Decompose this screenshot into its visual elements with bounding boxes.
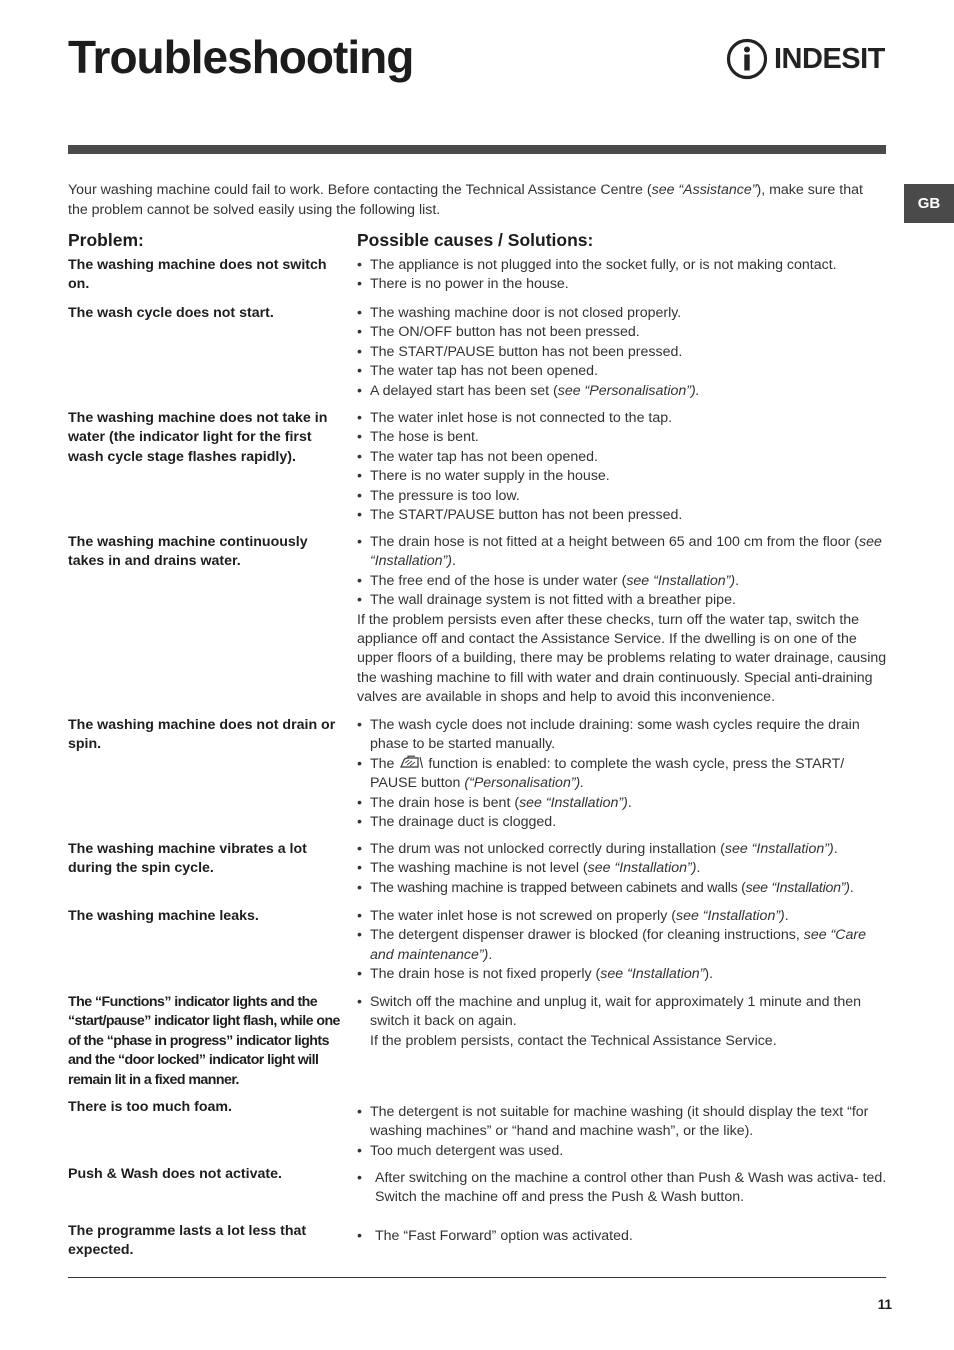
cause-item: • The water inlet hose is not screwed on properly (see “Installation”). [357,907,887,926]
problem-text: The washing machine does not drain or spin. [68,717,336,753]
page-title: Troubleshooting [68,31,414,83]
cause-item: • Switch off the machine and unplug it, wait for approximately 1 minute and then switch it back on again. [357,993,887,1032]
cause-item: • The detergent dispenser drawer is blocked (for cleaning instructions, see “Care and maintenance”). [357,926,887,965]
causes-list [357,907,887,985]
problem-text: The washing machine does not take in water (the indicator light for the first wash cycle stage flashes rapidly). [68,410,328,465]
problem-column-header: Problem: [68,230,144,250]
causes-list [357,1103,887,1161]
problem-text: The wash cycle does not start. [68,305,274,321]
cause-item: • The water tap has not been opened. [357,448,887,467]
cause-item: • The drain hose is bent (see “Installation”). [357,794,887,813]
causes-list [357,716,887,832]
cause-item: • The free end of the hose is under water (see “Installation”). [357,572,887,591]
causes-list [357,409,887,525]
indesit-i-logo-icon [726,38,768,80]
cause-item: • The START/PAUSE button has not been pressed. [357,506,887,525]
cause-item: • The hose is bent. [357,428,887,447]
cause-item: • The washing machine door is not closed properly. [357,304,887,323]
cause-item: • The drain hose is not fixed properly (see “Installation”). [357,965,887,984]
cause-item: • The wall drainage system is not fitted with a breather pipe. [357,591,887,610]
problem-text: The washing machine continuously takes in and drains water. [68,534,308,570]
cause-item: • The drum was not unlocked correctly during installation (see “Installation”). [357,840,887,859]
cause-item: • The wash cycle does not include draining: some wash cycles require the drain phase to be started manually. [357,716,887,755]
problem-text: The programme lasts a lot less that expected. [68,1223,307,1259]
problem-text: The washing machine does not switch on. [68,257,327,293]
language-tab: GB [904,184,954,223]
causes-list [357,1227,887,1246]
cause-item: • The pressure is too low. [357,487,887,506]
problem-text: Push & Wash does not activate. [68,1166,282,1182]
causes-list [357,533,887,708]
causes-column-header: Possible causes / Solutions: [357,230,594,250]
causes-list [357,304,887,401]
cause-item: • The washing machine is not level (see “Installation”). [357,859,887,878]
problem-text: There is too much foam. [68,1099,232,1115]
cause-item: • The START/PAUSE button has not been pressed. [357,343,887,362]
footer-divider [68,1277,886,1278]
cause-item: • The detergent is not suitable for machine washing (it should display the text “for washing machines” or “hand and machine wash”, or the like). [357,1103,887,1142]
page-number: 11 [877,1297,892,1312]
cause-item: • The drainage duct is clogged. [357,813,887,832]
problem-text: The washing machine vibrates a lot during the spin cycle. [68,841,307,877]
cause-item: • Too much detergent was used. [357,1142,887,1161]
cause-item: • The “Fast Forward” option was activated. [357,1227,887,1246]
cause-item: • The ON/OFF button has not been pressed. [357,323,887,342]
cause-item: • The water tap has not been opened. [357,362,887,381]
easy-iron-icon [399,755,423,769]
cause-item: • There is no water supply in the house. [357,467,887,486]
cause-item: • There is no power in the house. [357,275,887,294]
cause-item: • A delayed start has been set (see “Personalisation”). [357,382,887,401]
header-divider [68,145,886,154]
cause-item: • The function is enabled: to complete the wash cycle, press the START/ PAUSE button (“Personalisation”). [357,755,887,794]
cause-item: • The drain hose is not fitted at a height between 65 and 100 cm from the floor (see “Installation”). [357,533,887,572]
problem-text: The “Functions” indicator lights and the “start/pause” indicator light flash, while one of the “phase in progress” indicator lights and the “door locked” indicator light will remain lit in a fixed manner. [68,994,340,1088]
brand-name: INDESIT [774,42,885,75]
cause-item: • The water inlet hose is not connected to the tap. [357,409,887,428]
cause-item: • The washing machine is trapped between cabinets and walls (see “Installation”). [357,879,887,898]
causes-list [357,256,887,295]
causes-list [357,993,887,1051]
cause-note: If the problem persists, contact the Technical Assistance Service. [370,1032,777,1049]
causes-list [357,840,887,898]
cause-item: • The appliance is not plugged into the socket fully, or is not making contact. [357,256,887,275]
brand-logo [726,38,885,80]
intro-paragraph: Your washing machine could fail to work. Before contacting the Technical Assistance Centre (see “Assistance”), make sure that the problem cannot be solved easily using the following list. [68,182,863,218]
cause-note: If the problem persists even after these checks, turn off the water tap, switch the appliance off and contact the Assistance Service. If the dwelling is on one of the upper floors of a building, there may be problems relating to water drainage, causing the washing machine to fill with water and drain continuously. Special anti-draining valves are available in shops and help to avoid this inconvenience. [357,611,887,706]
causes-list [357,1169,887,1208]
cause-item: • After switching on the machine a control other than Push & Wash was activa- ted. Switch the machine off and press the Push & Wash button. [357,1169,887,1208]
problem-text: The washing machine leaks. [68,908,259,924]
